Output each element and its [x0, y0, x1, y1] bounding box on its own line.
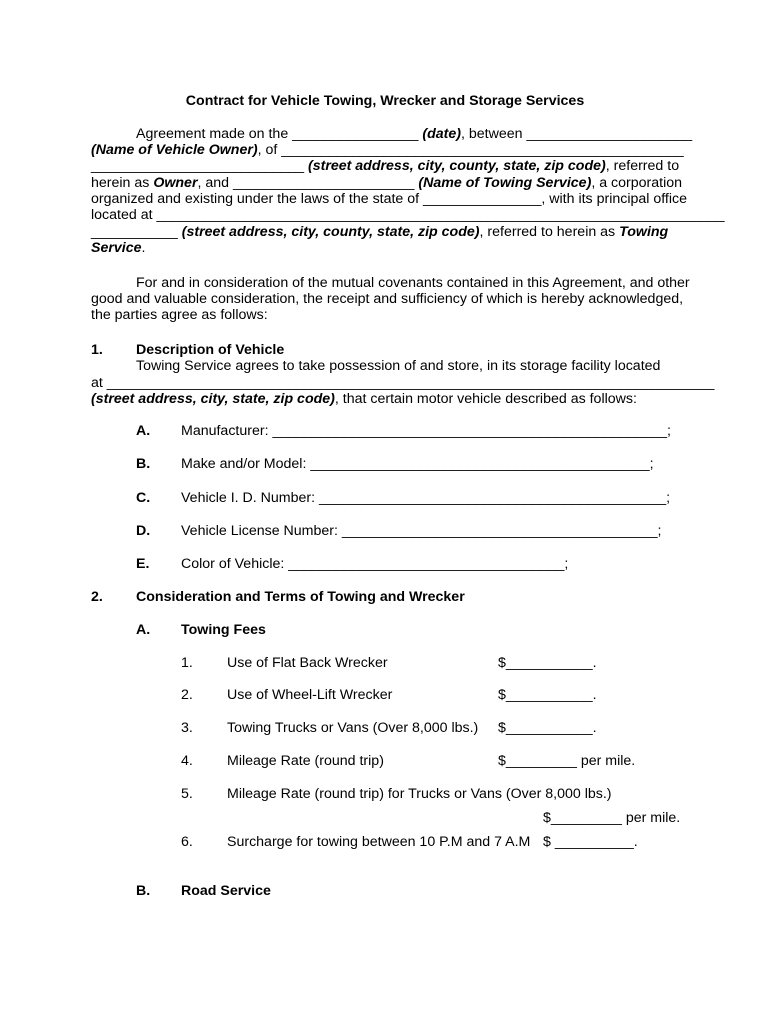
fee-number: 1. [181, 655, 193, 671]
item-letter: D. [136, 523, 151, 539]
consideration-line: For and in consideration of the mutual covenants contained in this Agreement, and other [136, 275, 690, 291]
item-letter: E. [136, 556, 150, 572]
fee-amount: $ __________. [543, 834, 638, 850]
document-title: Contract for Vehicle Towing, Wrecker and Storage Services [185, 93, 585, 109]
fee-number: 6. [181, 834, 193, 850]
license-number-field: Vehicle License Number: ________________________________________; [181, 523, 662, 539]
fee-label: Mileage Rate (round trip) for Trucks or Vans (Over 8,000 lbs.) [227, 786, 612, 802]
fee-number: 5. [181, 786, 193, 802]
consideration-line: the parties agree as follows: [91, 307, 268, 323]
intro-line: located at ________________________________________________________________________ [91, 207, 725, 223]
fee-amount: $_________ per mile. [498, 753, 636, 769]
subsection-letter: B. [136, 883, 151, 899]
fee-number: 4. [181, 753, 193, 769]
subsection-heading: Towing Fees [181, 622, 266, 638]
item-letter: B. [136, 456, 151, 472]
fee-label: Towing Trucks or Vans (Over 8,000 lbs.) [227, 720, 479, 736]
item-letter: A. [136, 423, 151, 439]
intro-line: organized and existing under the laws of the state of _______________, with its principal office [91, 191, 688, 207]
intro-line: ___________ (street address, city, county, state, zip code), referred to herein as Towing [91, 224, 669, 240]
vin-field: Vehicle I. D. Number: ____________________________________________; [181, 490, 671, 506]
fee-number: 2. [181, 687, 193, 703]
fee-amount: $_________ per mile. [543, 810, 681, 826]
section-heading: Description of Vehicle [136, 342, 285, 358]
section-text: Towing Service agrees to take possession of and store, in its storage facility located [136, 358, 661, 374]
fee-label: Surcharge for towing between 10 P.M and 7 A.M [227, 834, 531, 850]
item-letter: C. [136, 490, 151, 506]
section-number: 1. [91, 342, 103, 358]
intro-line: (Name of Vehicle Owner), of ___________________________________________________ [91, 142, 684, 158]
fee-amount: $___________. [498, 655, 597, 671]
intro-line: ___________________________ (street address, city, county, state, zip code), referred to [91, 158, 680, 174]
fee-label: Mileage Rate (round trip) [227, 753, 384, 769]
section-text: at _____________________________________________________________________________ [91, 375, 715, 391]
fee-amount: $___________. [498, 687, 597, 703]
section-text: (street address, city, state, zip code), that certain motor vehicle described as follows: [91, 391, 637, 407]
make-model-field: Make and/or Model: ___________________________________________; [181, 456, 654, 472]
section-heading: Consideration and Terms of Towing and Wrecker [136, 589, 465, 605]
intro-line: herein as Owner, and _______________________ (Name of Towing Service), a corporation [91, 175, 683, 191]
fee-number: 3. [181, 720, 193, 736]
subsection-letter: A. [136, 622, 151, 638]
subsection-heading: Road Service [181, 883, 271, 899]
consideration-line: good and valuable consideration, the receipt and sufficiency of which is hereby acknowledged, [91, 291, 684, 307]
intro-line: Service. [91, 240, 146, 256]
section-number: 2. [91, 589, 103, 605]
color-field: Color of Vehicle: ___________________________________; [181, 556, 569, 572]
fee-label: Use of Flat Back Wrecker [227, 655, 388, 671]
fee-label: Use of Wheel-Lift Wrecker [227, 687, 393, 703]
manufacturer-field: Manufacturer: __________________________________________________; [181, 423, 671, 439]
fee-amount: $___________. [498, 720, 597, 736]
intro-line: Agreement made on the ________________ (date), between _____________________ [136, 126, 693, 142]
